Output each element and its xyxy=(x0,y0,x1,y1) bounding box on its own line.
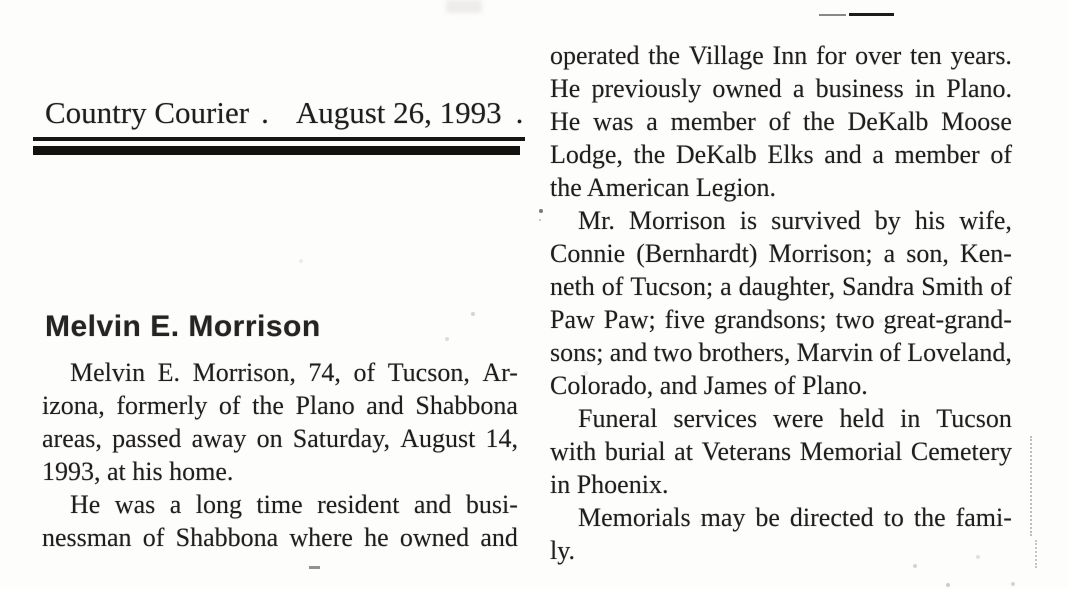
right-column xyxy=(550,39,1012,567)
masthead xyxy=(45,96,525,130)
scan-specks xyxy=(0,0,2,2)
masthead-rule-thin xyxy=(33,137,525,141)
text-line: Connie (Bernhardt) Morrison; a son, Ken- xyxy=(550,239,1012,268)
text-line: He was a long time resident and busi- xyxy=(70,490,518,519)
text-line: ly. xyxy=(550,536,576,565)
text-line: Melvin E. Morrison, 74, of Tucson, Ar- xyxy=(70,358,518,387)
scan-smudge xyxy=(446,0,482,13)
text-line: He was a member of the DeKalb Moose xyxy=(550,107,1012,136)
masthead-rule-thick xyxy=(33,146,520,155)
scan-dotted-line xyxy=(1035,540,1037,568)
masthead-trailing-dot: . xyxy=(515,95,524,130)
text-line: Colorado, and James of Plano. xyxy=(550,371,868,400)
publication-name: Country Courier xyxy=(45,95,250,130)
text-line: areas, passed away on Saturday, August 14, xyxy=(42,424,518,453)
text-line: sons; and two brothers, Marvin of Loveland, xyxy=(550,338,1012,367)
text-line: nessman of Shabbona where he owned and xyxy=(42,523,518,552)
text-line: izona, formerly of the Plano and Shabbona xyxy=(42,391,518,420)
text-line: Funeral services were held in Tucson xyxy=(578,404,1012,433)
text-line: neth of Tucson; a daughter, Sandra Smith of xyxy=(550,272,1012,301)
scan-dash-mark xyxy=(819,14,846,16)
text-line: in Phoenix. xyxy=(550,470,669,499)
text-line: operated the Village Inn for over ten years. xyxy=(550,41,1012,70)
text-line: 1993, at his home. xyxy=(42,457,234,486)
text-line: the American Legion. xyxy=(550,173,776,202)
text-line: Paw Paw; five grandsons; two great-grand- xyxy=(550,305,1012,334)
scan-dash-mark xyxy=(849,13,894,16)
masthead-separator-dot: . xyxy=(261,95,269,130)
obituary-headline: Melvin E. Morrison xyxy=(45,310,321,343)
left-column xyxy=(42,356,518,554)
scan-ink-speck xyxy=(539,209,543,213)
text-line: Memorials may be directed to the fami- xyxy=(578,503,1012,532)
issue-date: August 26, 1993 xyxy=(295,95,502,130)
scan-dotted-line xyxy=(1030,436,1032,536)
text-line: He previously owned a business in Plano. xyxy=(550,74,1012,103)
scan-dash-speck xyxy=(309,566,320,569)
text-line: Lodge, the DeKalb Elks and a member of xyxy=(550,140,1012,169)
text-line: Mr. Morrison is survived by his wife, xyxy=(578,206,1012,235)
text-line: with burial at Veterans Memorial Cemetery xyxy=(550,437,1012,466)
